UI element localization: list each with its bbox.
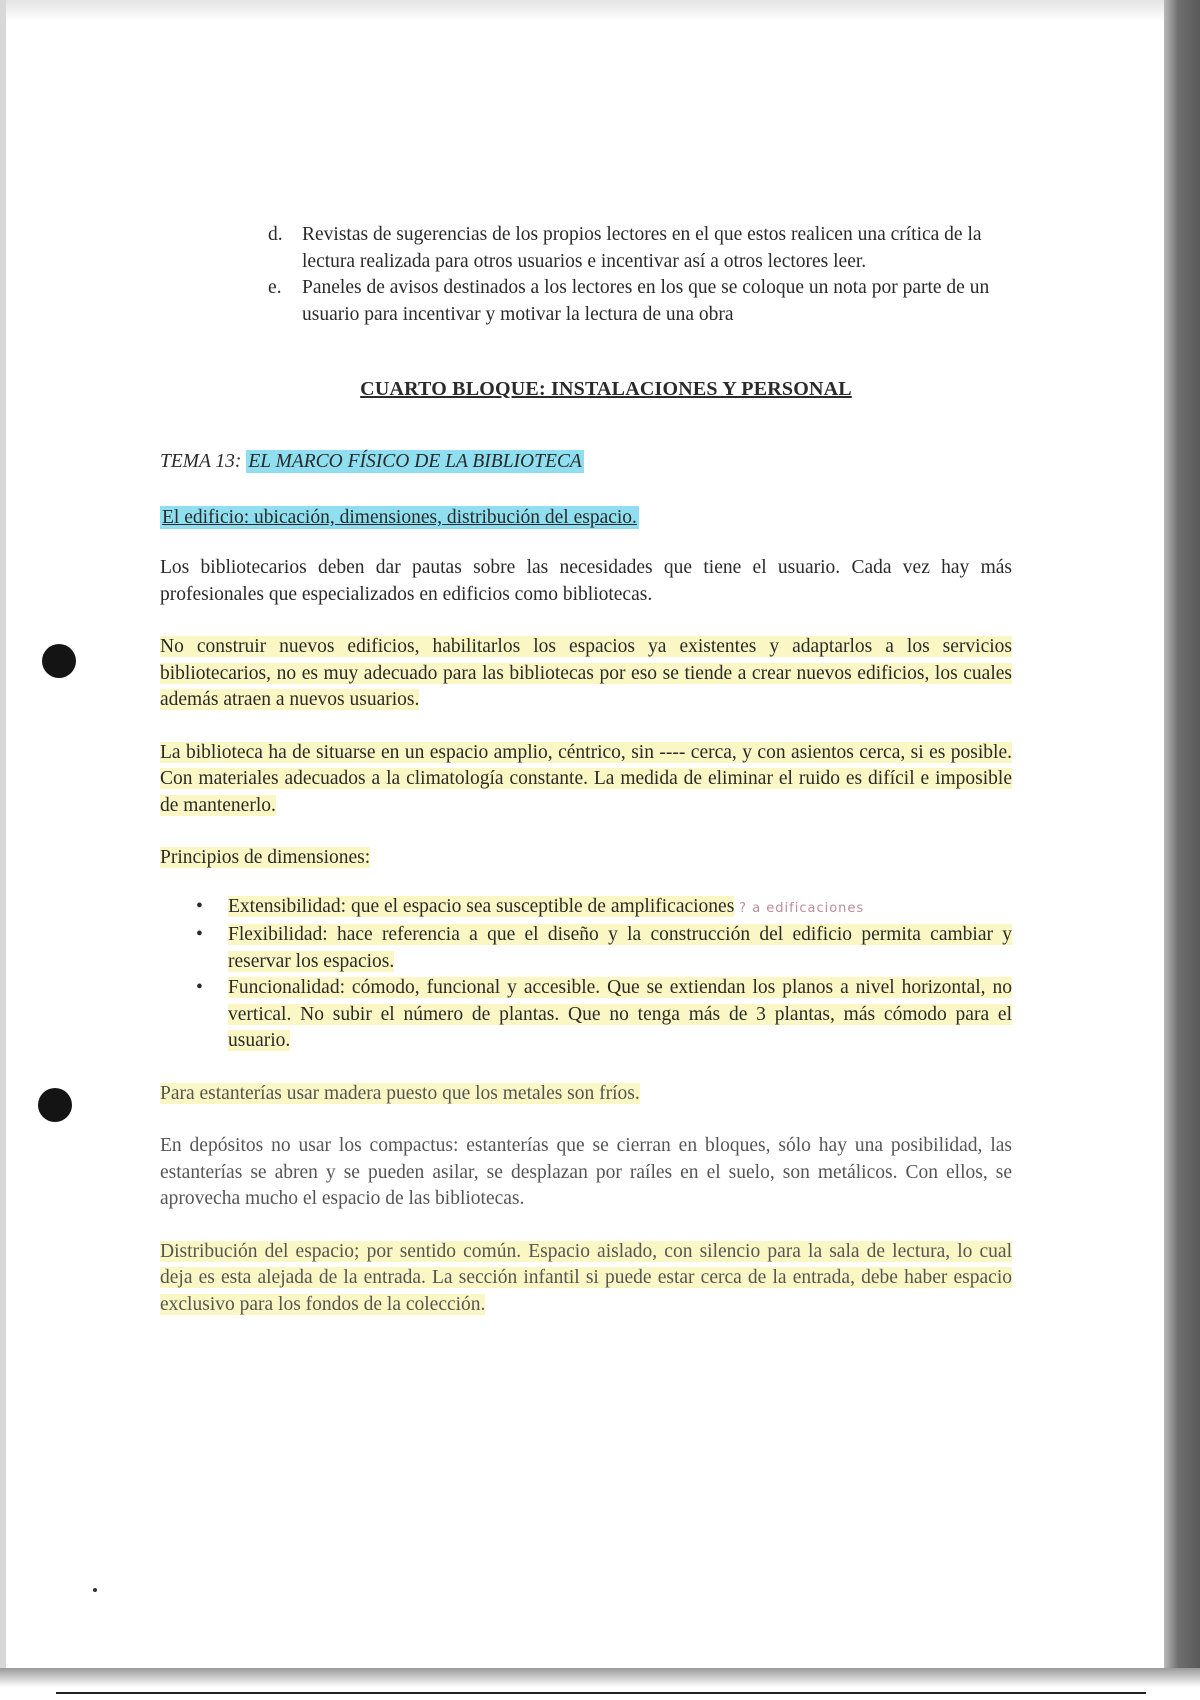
- bullet-text: Flexibilidad: hace referencia a que el diseño y la construcción del edificio permita cambiar y reservar los espacios.: [228, 924, 1012, 972]
- paragraph-text: Para estanterías usar madera puesto que los metales son fríos.: [160, 1082, 640, 1104]
- paragraph: [160, 1081, 1012, 1108]
- list-item: [268, 222, 1012, 275]
- list-item-text: Paneles de avisos destinados a los lectores en los que se coloque un nota por parte de un usuario para incentivar y motivar la lectura de una obra: [302, 277, 990, 325]
- bullet-text: Funcionalidad: cómodo, funcional y accesible. Que se extiendan los planos a nivel horizontal, no vertical. No subir el número de plantas. Que no tenga más de 3 plantas, más cómodo para el usuario.: [228, 977, 1012, 1051]
- paragraph-text: La biblioteca ha de situarse en un espacio amplio, céntrico, sin ---- cerca, y con asientos cerca, si es posible. Con materiales adecuados a la climatología constante. La medida de eliminar el ruido es difícil e imposible de mantenerlo.: [160, 741, 1012, 816]
- bullet-item: [190, 894, 1012, 923]
- bullet-text: Extensibilidad: que el espacio sea susceptible de amplificaciones: [228, 895, 735, 917]
- section-title: [160, 507, 1012, 529]
- bullet-item: [190, 975, 1012, 1055]
- bullet-icon: •: [196, 924, 203, 945]
- list-marker: e.: [268, 277, 282, 298]
- list-item-text: Revistas de sugerencias de los propios lectores en el que estos realicen una crítica de la lectura realizada para otros usuarios e incentivar así a otros lectores leer.: [302, 224, 982, 272]
- scan-edge-right: [1164, 0, 1200, 1680]
- handwritten-annotation: ? a edificaciones: [739, 900, 865, 916]
- tema-title: EL MARCO FÍSICO DE LA BIBLIOTECA: [248, 451, 582, 472]
- lettered-list: [268, 222, 1012, 328]
- list-marker: d.: [268, 224, 283, 245]
- block-title: CUARTO BLOQUE: INSTALACIONES Y PERSONAL: [360, 378, 852, 400]
- punch-hole-bottom: [38, 1088, 72, 1122]
- paragraph: [160, 740, 1012, 820]
- paragraph-text: No construir nuevos edificios, habilitarlos los espacios ya existentes y adaptarlos a los servicios bibliotecarios, no es muy adecuado para las bibliotecas por eso se tiende a crear nuevos edificios, los cuales además atraen a nuevos usuarios.: [160, 636, 1012, 710]
- section-title-text: El edificio: ubicación, dimensiones, distribución del espacio.: [162, 507, 637, 528]
- document-page: [160, 222, 1012, 1318]
- paragraph: [160, 634, 1012, 714]
- scan-edge-bottom: [0, 1668, 1200, 1700]
- stray-mark: [93, 1588, 97, 1592]
- scan-edge-left: [0, 0, 6, 1680]
- bullet-item: [190, 922, 1012, 975]
- scan-edge-top: [0, 0, 1164, 22]
- paragraph: [160, 1239, 1012, 1319]
- punch-hole-top: [42, 644, 76, 678]
- paragraph: En depósitos no usar los compactus: estanterías que se cierran en bloques, sólo hay una posibilidad, las estanterías se abren y se pueden asilar, se desplazan por raíles en el suelo, son metálicos. Con ellos, se aprovecha mucho el espacio de las bibliotecas.: [160, 1135, 1012, 1209]
- paragraph-text: Distribución del espacio; por sentido común. Espacio aislado, con silencio para la sala de lectura, lo cual deja es esta alejada de la entrada. La sección infantil si puede estar cerca de la entrada, debe haber espacio exclusivo para los fondos de la colección.: [160, 1240, 1012, 1315]
- paragraph-text: Principios de dimensiones:: [160, 847, 371, 868]
- bullet-list: [190, 894, 1012, 1055]
- bullet-icon: •: [196, 895, 203, 917]
- paragraph: Los bibliotecarios deben dar pautas sobre las necesidades que tiene el usuario. Cada vez hay más profesionales que especializados en edificios como bibliotecas.: [160, 557, 1012, 605]
- paragraph: [160, 845, 1012, 872]
- tema-prefix: TEMA 13:: [160, 451, 247, 472]
- bottom-rule: [56, 1692, 1146, 1694]
- tema-heading: [160, 451, 1012, 473]
- list-item: [268, 275, 1012, 328]
- bullet-icon: •: [196, 977, 203, 998]
